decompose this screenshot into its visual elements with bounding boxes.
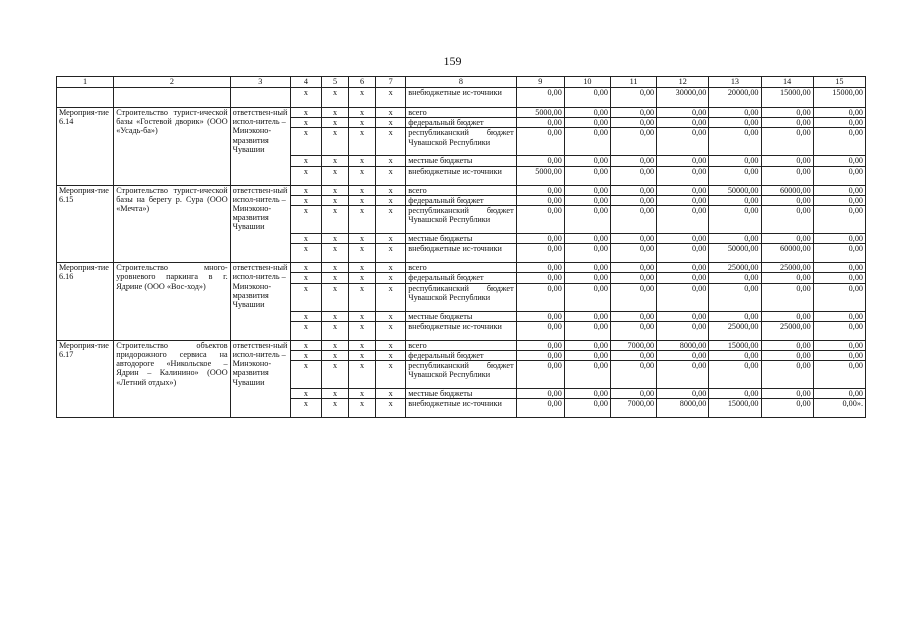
value-cell: 0,00 (761, 389, 813, 399)
value-cell: 0,00 (761, 128, 813, 156)
source-cell: федеральный бюджет (406, 118, 516, 128)
value-cell: 0,00 (813, 389, 865, 399)
mark-cell: x (376, 244, 406, 263)
value-cell: 0,00 (709, 361, 761, 389)
value-cell: 0,00 (610, 156, 656, 166)
mark-cell: x (290, 283, 321, 311)
value-cell: 0,00 (564, 389, 610, 399)
value-cell: 0,00 (610, 185, 656, 195)
value-cell: 0,00 (657, 195, 709, 205)
value-cell: 0,00 (761, 195, 813, 205)
mark-cell: x (349, 185, 376, 195)
table-body (57, 77, 866, 418)
value-cell: 0,00 (657, 156, 709, 166)
source-cell: республиканский бюджет Чувашской Республики (406, 361, 516, 389)
mark-cell: x (290, 340, 321, 350)
column-number: 2 (114, 77, 230, 88)
mark-cell: x (290, 234, 321, 244)
column-number: 1 (57, 77, 114, 88)
mark-cell: x (321, 128, 348, 156)
value-cell: 60000,00 (761, 244, 813, 263)
value-cell: 0,00 (610, 118, 656, 128)
value-cell: 0,00 (516, 244, 564, 263)
value-cell: 0,00 (564, 244, 610, 263)
value-cell: 0,00 (657, 389, 709, 399)
value-cell: 0,00 (564, 361, 610, 389)
mark-cell: x (349, 283, 376, 311)
source-cell: местные бюджеты (406, 311, 516, 321)
measure-id: Мероприя-тие 6.17 (57, 340, 114, 418)
source-cell: внебюджетные ис-точники (406, 321, 516, 340)
value-cell: 0,00 (610, 321, 656, 340)
value-cell: 5000,00 (516, 108, 564, 118)
value-cell: 25000,00 (761, 321, 813, 340)
value-cell: 0,00 (657, 108, 709, 118)
source-cell: всего (406, 340, 516, 350)
mark-cell: x (290, 263, 321, 273)
value-cell: 0,00 (516, 273, 564, 283)
value-cell: 0,00 (610, 283, 656, 311)
value-cell: 0,00 (610, 195, 656, 205)
value-cell: 0,00 (564, 283, 610, 311)
mark-cell: x (290, 166, 321, 185)
value-cell: 30000,00 (657, 88, 709, 108)
value-cell: 0,00 (564, 311, 610, 321)
value-cell: 0,00 (761, 311, 813, 321)
value-cell: 0,00 (610, 166, 656, 185)
value-cell: 25000,00 (761, 263, 813, 273)
value-cell: 8000,00 (657, 399, 709, 418)
measure-id: Мероприя-тие 6.15 (57, 185, 114, 263)
value-cell: 0,00 (657, 273, 709, 283)
value-cell: 0,00 (813, 206, 865, 234)
value-cell: 0,00 (761, 361, 813, 389)
value-cell: 0,00 (813, 321, 865, 340)
table-row (57, 108, 866, 118)
mark-cell: x (376, 283, 406, 311)
source-cell: республиканский бюджет Чувашской Республики (406, 283, 516, 311)
value-cell: 0,00 (813, 234, 865, 244)
mark-cell: x (376, 128, 406, 156)
mark-cell: x (376, 206, 406, 234)
mark-cell: x (321, 283, 348, 311)
value-cell: 0,00 (564, 399, 610, 418)
column-number: 14 (761, 77, 813, 88)
value-cell: 0,00 (761, 108, 813, 118)
source-cell: всего (406, 108, 516, 118)
mark-cell: x (349, 88, 376, 108)
mark-cell: x (349, 311, 376, 321)
value-cell: 0,00 (761, 351, 813, 361)
value-cell: 0,00 (657, 166, 709, 185)
mark-cell: x (376, 389, 406, 399)
value-cell: 0,00 (761, 234, 813, 244)
value-cell: 0,00 (709, 128, 761, 156)
value-cell: 0,00 (813, 351, 865, 361)
value-cell: 60000,00 (761, 185, 813, 195)
value-cell: 0,00 (761, 166, 813, 185)
source-cell: местные бюджеты (406, 234, 516, 244)
mark-cell: x (321, 244, 348, 263)
mark-cell: x (321, 273, 348, 283)
value-cell: 0,00 (610, 128, 656, 156)
mark-cell: x (349, 128, 376, 156)
mark-cell: x (349, 389, 376, 399)
source-cell: всего (406, 263, 516, 273)
mark-cell: x (290, 244, 321, 263)
column-number: 12 (657, 77, 709, 88)
source-cell: республиканский бюджет Чувашской Республики (406, 206, 516, 234)
mark-cell: x (321, 156, 348, 166)
value-cell: 0,00 (657, 263, 709, 273)
value-cell: 0,00 (516, 321, 564, 340)
empty-cell (114, 88, 230, 108)
value-cell: 15000,00 (709, 340, 761, 350)
value-cell: 0,00 (813, 195, 865, 205)
mark-cell: x (376, 340, 406, 350)
mark-cell: x (321, 88, 348, 108)
value-cell: 0,00 (813, 108, 865, 118)
value-cell: 0,00 (761, 399, 813, 418)
mark-cell: x (376, 351, 406, 361)
mark-cell: x (376, 166, 406, 185)
mark-cell: x (376, 311, 406, 321)
value-cell: 0,00 (813, 244, 865, 263)
column-number: 3 (230, 77, 290, 88)
mark-cell: x (376, 108, 406, 118)
mark-cell: x (376, 361, 406, 389)
value-cell: 0,00 (761, 283, 813, 311)
value-cell: 0,00 (516, 399, 564, 418)
measure-executor: ответствен-ный испол-нитель – Минэконо-мразвития Чувашии (230, 340, 290, 418)
value-cell: 0,00 (709, 108, 761, 118)
measure-name: Строительство объектов придорожного сервиса на автодороге «Никольское – Ядрин – Калинино» (ООО «Летний отдых») (114, 340, 230, 418)
value-cell: 0,00 (610, 389, 656, 399)
mark-cell: x (349, 263, 376, 273)
mark-cell: x (290, 185, 321, 195)
mark-cell: x (321, 399, 348, 418)
value-cell: 0,00 (709, 156, 761, 166)
mark-cell: x (349, 399, 376, 418)
measure-executor: ответствен-ный испол-нитель – Минэконо-мразвития Чувашии (230, 108, 290, 186)
value-cell: 0,00 (564, 263, 610, 273)
source-cell: внебюджетные ис-точники (406, 166, 516, 185)
value-cell: 0,00 (709, 234, 761, 244)
mark-cell: x (321, 206, 348, 234)
source-cell: всего (406, 185, 516, 195)
value-cell: 0,00 (709, 351, 761, 361)
mark-cell: x (290, 156, 321, 166)
value-cell: 0,00 (564, 234, 610, 244)
column-number: 7 (376, 77, 406, 88)
value-cell: 0,00 (813, 128, 865, 156)
measure-executor: ответствен-ный испол-нитель – Минэконо-мразвития Чувашии (230, 263, 290, 341)
value-cell: 0,00 (610, 273, 656, 283)
value-cell: 0,00 (761, 156, 813, 166)
value-cell: 8000,00 (657, 340, 709, 350)
value-cell: 0,00 (761, 118, 813, 128)
mark-cell: x (321, 185, 348, 195)
value-cell: 0,00 (516, 283, 564, 311)
value-cell: 0,00». (813, 399, 865, 418)
value-cell: 0,00 (610, 311, 656, 321)
value-cell: 0,00 (610, 108, 656, 118)
value-cell: 0,00 (516, 156, 564, 166)
value-cell: 0,00 (516, 361, 564, 389)
empty-cell (230, 88, 290, 108)
value-cell: 0,00 (516, 118, 564, 128)
table-row (57, 340, 866, 350)
value-cell: 0,00 (813, 311, 865, 321)
mark-cell: x (349, 321, 376, 340)
value-cell: 0,00 (516, 351, 564, 361)
value-cell: 0,00 (709, 195, 761, 205)
value-cell: 0,00 (564, 88, 610, 108)
value-cell: 0,00 (813, 283, 865, 311)
mark-cell: x (321, 234, 348, 244)
value-cell: 0,00 (564, 321, 610, 340)
mark-cell: x (349, 156, 376, 166)
measure-id: Мероприя-тие 6.14 (57, 108, 114, 186)
table-row (57, 185, 866, 195)
mark-cell: x (290, 108, 321, 118)
empty-cell (57, 88, 114, 108)
mark-cell: x (376, 118, 406, 128)
value-cell: 0,00 (709, 273, 761, 283)
value-cell: 15000,00 (709, 399, 761, 418)
value-cell: 0,00 (516, 195, 564, 205)
source-cell: местные бюджеты (406, 156, 516, 166)
value-cell: 0,00 (657, 361, 709, 389)
value-cell: 0,00 (610, 351, 656, 361)
mark-cell: x (321, 263, 348, 273)
source-cell: внебюджетные ис-точники (406, 88, 516, 108)
table-row (57, 263, 866, 273)
value-cell: 0,00 (709, 311, 761, 321)
mark-cell: x (376, 234, 406, 244)
value-cell: 0,00 (813, 263, 865, 273)
mark-cell: x (321, 321, 348, 340)
page-number: 159 (443, 54, 462, 68)
value-cell: 0,00 (564, 166, 610, 185)
mark-cell: x (290, 311, 321, 321)
value-cell: 0,00 (516, 185, 564, 195)
value-cell: 0,00 (813, 118, 865, 128)
measure-name: Строительство много-уровневого паркинга в г. Ядрине (ООО «Вос-ход») (114, 263, 230, 341)
value-cell: 0,00 (761, 340, 813, 350)
value-cell: 0,00 (657, 234, 709, 244)
value-cell: 7000,00 (610, 340, 656, 350)
mark-cell: x (321, 351, 348, 361)
mark-cell: x (376, 273, 406, 283)
mark-cell: x (349, 166, 376, 185)
value-cell: 0,00 (657, 118, 709, 128)
value-cell: 0,00 (516, 128, 564, 156)
value-cell: 0,00 (761, 206, 813, 234)
column-number: 11 (610, 77, 656, 88)
measure-name: Строительство турист-ической базы «Гостевой дворик» (ООО «Усадь-ба») (114, 108, 230, 186)
value-cell: 50000,00 (709, 185, 761, 195)
value-cell: 0,00 (564, 108, 610, 118)
mark-cell: x (290, 273, 321, 283)
value-cell: 0,00 (564, 195, 610, 205)
mark-cell: x (376, 88, 406, 108)
value-cell: 0,00 (813, 361, 865, 389)
value-cell: 0,00 (610, 234, 656, 244)
source-cell: местные бюджеты (406, 389, 516, 399)
measure-id: Мероприя-тие 6.16 (57, 263, 114, 341)
column-number: 13 (709, 77, 761, 88)
mark-cell: x (290, 351, 321, 361)
value-cell: 5000,00 (516, 166, 564, 185)
source-cell: внебюджетные ис-точники (406, 399, 516, 418)
mark-cell: x (321, 361, 348, 389)
mark-cell: x (376, 185, 406, 195)
source-cell: республиканский бюджет Чувашской Республики (406, 128, 516, 156)
column-number: 5 (321, 77, 348, 88)
value-cell: 0,00 (657, 185, 709, 195)
mark-cell: x (290, 399, 321, 418)
value-cell: 0,00 (564, 351, 610, 361)
value-cell: 0,00 (657, 283, 709, 311)
column-number: 8 (406, 77, 516, 88)
value-cell: 0,00 (813, 185, 865, 195)
measure-name: Строительство турист-ической базы на берегу р. Сура (ООО «Мечта») (114, 185, 230, 263)
mark-cell: x (321, 166, 348, 185)
mark-cell: x (349, 361, 376, 389)
table-row (57, 88, 866, 108)
value-cell: 0,00 (564, 206, 610, 234)
column-number: 4 (290, 77, 321, 88)
value-cell: 0,00 (709, 118, 761, 128)
mark-cell: x (349, 108, 376, 118)
value-cell: 0,00 (657, 351, 709, 361)
source-cell: внебюджетные ис-точники (406, 244, 516, 263)
mark-cell: x (321, 340, 348, 350)
value-cell: 0,00 (813, 340, 865, 350)
value-cell: 0,00 (564, 118, 610, 128)
mark-cell: x (349, 351, 376, 361)
mark-cell: x (290, 389, 321, 399)
value-cell: 15000,00 (813, 88, 865, 108)
value-cell: 0,00 (813, 273, 865, 283)
value-cell: 7000,00 (610, 399, 656, 418)
value-cell: 0,00 (564, 156, 610, 166)
column-number: 15 (813, 77, 865, 88)
value-cell: 0,00 (516, 340, 564, 350)
mark-cell: x (376, 399, 406, 418)
mark-cell: x (349, 206, 376, 234)
column-number: 10 (564, 77, 610, 88)
value-cell: 0,00 (709, 389, 761, 399)
mark-cell: x (290, 128, 321, 156)
mark-cell: x (290, 118, 321, 128)
mark-cell: x (321, 311, 348, 321)
value-cell: 0,00 (657, 321, 709, 340)
mark-cell: x (290, 321, 321, 340)
value-cell: 0,00 (813, 156, 865, 166)
value-cell: 0,00 (610, 263, 656, 273)
value-cell: 0,00 (564, 340, 610, 350)
value-cell: 0,00 (516, 311, 564, 321)
value-cell: 0,00 (516, 234, 564, 244)
value-cell: 0,00 (516, 389, 564, 399)
value-cell: 0,00 (709, 283, 761, 311)
source-cell: федеральный бюджет (406, 273, 516, 283)
mark-cell: x (290, 206, 321, 234)
value-cell: 0,00 (761, 273, 813, 283)
value-cell: 0,00 (657, 128, 709, 156)
value-cell: 0,00 (610, 361, 656, 389)
mark-cell: x (290, 88, 321, 108)
value-cell: 25000,00 (709, 321, 761, 340)
value-cell: 0,00 (564, 128, 610, 156)
mark-cell: x (349, 273, 376, 283)
source-cell: федеральный бюджет (406, 351, 516, 361)
value-cell: 20000,00 (709, 88, 761, 108)
mark-cell: x (349, 195, 376, 205)
mark-cell: x (376, 195, 406, 205)
column-number: 6 (349, 77, 376, 88)
mark-cell: x (349, 234, 376, 244)
value-cell: 0,00 (610, 206, 656, 234)
column-number: 9 (516, 77, 564, 88)
value-cell: 0,00 (564, 185, 610, 195)
mark-cell: x (376, 156, 406, 166)
header-row (57, 77, 866, 88)
mark-cell: x (376, 263, 406, 273)
mark-cell: x (349, 340, 376, 350)
value-cell: 0,00 (610, 244, 656, 263)
mark-cell: x (349, 244, 376, 263)
value-cell: 0,00 (610, 88, 656, 108)
budget-table (56, 76, 866, 418)
value-cell: 25000,00 (709, 263, 761, 273)
value-cell: 0,00 (657, 244, 709, 263)
mark-cell: x (290, 195, 321, 205)
value-cell: 0,00 (709, 206, 761, 234)
value-cell: 0,00 (657, 206, 709, 234)
value-cell: 15000,00 (761, 88, 813, 108)
value-cell: 50000,00 (709, 244, 761, 263)
value-cell: 0,00 (516, 206, 564, 234)
value-cell: 0,00 (564, 273, 610, 283)
mark-cell: x (290, 361, 321, 389)
mark-cell: x (321, 108, 348, 118)
value-cell: 0,00 (709, 166, 761, 185)
mark-cell: x (321, 195, 348, 205)
mark-cell: x (321, 118, 348, 128)
value-cell: 0,00 (813, 166, 865, 185)
value-cell: 0,00 (516, 263, 564, 273)
source-cell: федеральный бюджет (406, 195, 516, 205)
measure-executor: ответствен-ный испол-нитель – Минэконо-мразвития Чувашии (230, 185, 290, 263)
value-cell: 0,00 (516, 88, 564, 108)
value-cell: 0,00 (657, 311, 709, 321)
mark-cell: x (321, 389, 348, 399)
mark-cell: x (349, 118, 376, 128)
mark-cell: x (376, 321, 406, 340)
